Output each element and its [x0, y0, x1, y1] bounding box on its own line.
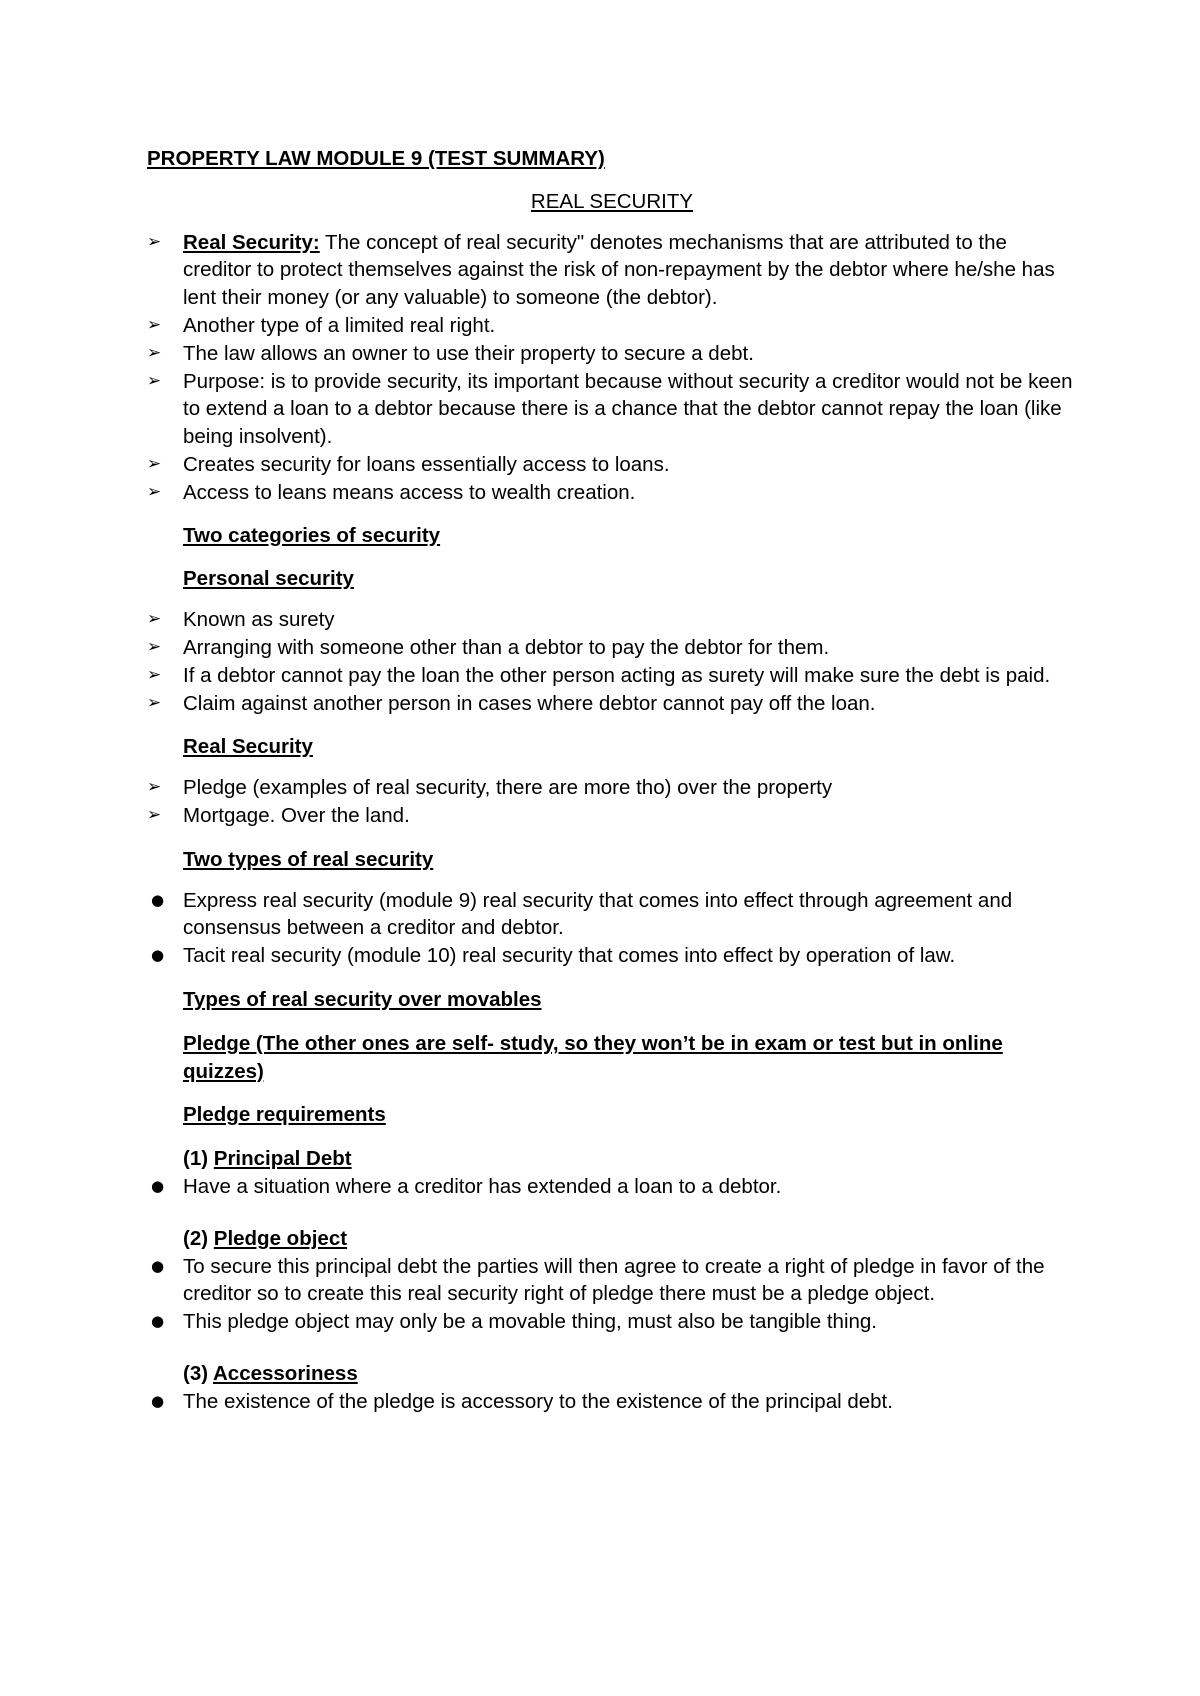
- dot-bullet-icon: ●: [151, 1391, 165, 1410]
- arrow-bullet-icon: ➢: [147, 481, 162, 502]
- section-heading: Pledge requirements: [183, 1103, 386, 1127]
- personal-list: [147, 606, 1077, 717]
- list-item: [147, 887, 1077, 943]
- list-item-text: Arranging with someone other than a debtor to pay the debtor for them.: [183, 635, 830, 659]
- list-item-text: Purpose: is to provide security, its important because without security a creditor would not be keen to extend a loan to a debtor because there is a chance that the debtor cannot repay the loan (like being insolvent).: [183, 369, 1073, 449]
- list-item: [147, 1388, 1077, 1416]
- list-item: [147, 1308, 1077, 1336]
- list-item-text: Claim against another person in cases where debtor cannot pay off the loan.: [183, 691, 876, 715]
- list-item: [147, 774, 1077, 802]
- term-label: Real Security:: [183, 230, 320, 254]
- section-heading: Two types of real security: [183, 847, 434, 871]
- requirement-heading: [183, 1360, 1077, 1388]
- arrow-bullet-icon: ➢: [147, 777, 162, 798]
- section-heading: Types of real security over movables: [183, 987, 542, 1011]
- dot-bullet-icon: ●: [151, 1312, 165, 1331]
- list-item-text: Known as surety: [183, 608, 335, 632]
- section-heading: Real Security: [183, 735, 313, 759]
- requirement-number: (3): [183, 1361, 209, 1385]
- list-item: [147, 1253, 1077, 1309]
- list-item: [147, 606, 1077, 634]
- arrow-bullet-icon: ➢: [147, 314, 162, 335]
- list-item-text: The existence of the pledge is accessory to the existence of the principal debt.: [183, 1389, 893, 1413]
- requirement-list: [147, 1388, 1077, 1416]
- types-list: [147, 887, 1077, 970]
- dot-bullet-icon: ●: [151, 946, 165, 965]
- arrow-bullet-icon: ➢: [147, 664, 162, 685]
- requirement-title: Accessoriness: [213, 1361, 358, 1385]
- arrow-bullet-icon: ➢: [147, 231, 162, 252]
- list-item-text: Have a situation where a creditor has extended a loan to a debtor.: [183, 1174, 782, 1198]
- requirement-number: (2): [183, 1226, 209, 1250]
- list-item: [147, 229, 1077, 312]
- list-item: [147, 942, 1077, 970]
- section-heading: Two categories of security: [183, 523, 441, 547]
- list-item-text: The concept of real security" denotes mechanisms that are attributed to the creditor to protect themselves against the risk of non-repayment by the debtor where he/she has lent their money (or any valuable) to someone (the debtor).: [183, 230, 1055, 310]
- list-item-text: Express real security (module 9) real security that comes into effect through agreement and consensus between a creditor and debtor.: [183, 888, 1013, 940]
- dot-bullet-icon: ●: [151, 1176, 165, 1195]
- requirement-title: Principal Debt: [213, 1147, 352, 1171]
- list-item: [147, 368, 1077, 451]
- dot-bullet-icon: ●: [151, 1256, 165, 1275]
- section-title: REAL SECURITY: [530, 189, 694, 213]
- document-title: PROPERTY LAW MODULE 9 (TEST SUMMARY): [147, 147, 605, 170]
- list-item: [147, 802, 1077, 830]
- list-item-text: If a debtor cannot pay the loan the other person acting as surety will make sure the debt is paid.: [183, 663, 1051, 687]
- intro-list: [147, 229, 1077, 507]
- requirement-heading: [183, 1145, 1077, 1173]
- arrow-bullet-icon: ➢: [147, 692, 162, 713]
- arrow-bullet-icon: ➢: [147, 453, 162, 474]
- list-item-text: Mortgage. Over the land.: [183, 803, 410, 827]
- requirement-list: [147, 1173, 1077, 1201]
- section-heading: Pledge (The other ones are self- study, so they won’t be in exam or test but in online quizzes): [183, 1031, 1003, 1083]
- list-item: [147, 479, 1077, 507]
- list-item-text: The law allows an owner to use their property to secure a debt.: [183, 341, 754, 365]
- dot-bullet-icon: ●: [151, 890, 165, 909]
- arrow-bullet-icon: ➢: [147, 804, 162, 825]
- list-item-text: Pledge (examples of real security, there are more tho) over the property: [183, 776, 833, 800]
- requirement-title: Pledge object: [213, 1226, 348, 1250]
- list-item-text: Creates security for loans essentially access to loans.: [183, 452, 670, 476]
- list-item: [147, 662, 1077, 690]
- requirement-list: [147, 1253, 1077, 1336]
- list-item-text: Another type of a limited real right.: [183, 313, 496, 337]
- document-body: [147, 145, 1077, 1415]
- arrow-bullet-icon: ➢: [147, 609, 162, 630]
- requirement-heading: [183, 1225, 1077, 1253]
- requirement-number: (1): [183, 1147, 209, 1171]
- list-item-text: To secure this principal debt the parties will then agree to create a right of pledge in favor of the creditor so to create this real security right of pledge there must be a pledge object.: [183, 1254, 1045, 1306]
- list-item: [147, 451, 1077, 479]
- list-item: [147, 312, 1077, 340]
- list-item: [147, 1173, 1077, 1201]
- list-item: [147, 634, 1077, 662]
- arrow-bullet-icon: ➢: [147, 342, 162, 363]
- list-item-text: Access to leans means access to wealth creation.: [183, 480, 636, 504]
- list-item-text: This pledge object may only be a movable thing, must also be tangible thing.: [183, 1310, 877, 1334]
- list-item-text: Tacit real security (module 10) real security that comes into effect by operation of law.: [183, 944, 956, 968]
- arrow-bullet-icon: ➢: [147, 370, 162, 391]
- list-item: [147, 340, 1077, 368]
- list-item: [147, 690, 1077, 718]
- section-heading: Personal security: [183, 567, 354, 591]
- arrow-bullet-icon: ➢: [147, 636, 162, 657]
- real-security-list: [147, 774, 1077, 830]
